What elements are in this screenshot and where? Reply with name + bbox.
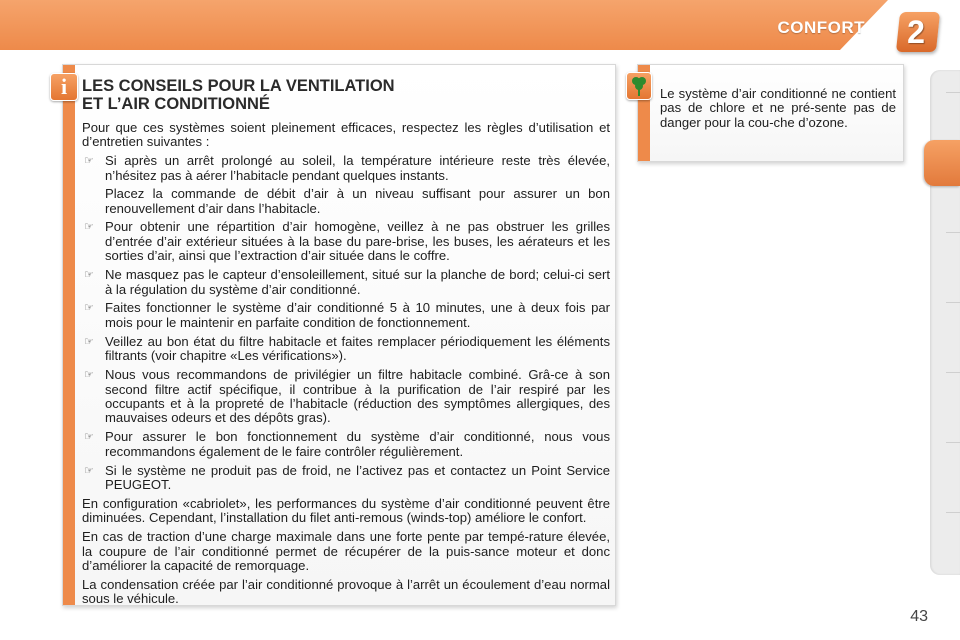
tab-divider xyxy=(946,232,960,233)
info-icon: i xyxy=(50,73,78,101)
list-item xyxy=(82,335,610,364)
intro-paragraph: Pour que ces systèmes soient pleinement efficaces, respectez les règles d’utilisation et d’entretien suivantes : xyxy=(82,120,610,150)
eco-note-text: Le système d’air conditionné ne contient pas de chlore et ne pré-sente pas de danger pour la cou-che d’ozone. xyxy=(660,86,896,130)
pointing-hand-icon: ☞ xyxy=(84,464,94,477)
page-number: 43 xyxy=(910,608,928,625)
list-item-extra: Placez la commande de débit d’air à un niveau suffisant pour assurer un bon renouvellement d’air dans l’habitacle. xyxy=(105,186,610,216)
chapter-tab-active[interactable] xyxy=(924,140,960,186)
list-item xyxy=(82,154,610,216)
panel-title-line-2: ET L’AIR CONDITIONNÉ xyxy=(82,95,270,113)
pointing-hand-icon: ☞ xyxy=(84,269,94,282)
paragraph-towing: En cas de traction d’une charge maximale dans une forte pente par tempé-rature élevée, la coupure de l’air conditionné permet de récupérer de la puis-sance moteur et donc d’améliorer la capacité de remorquage. xyxy=(82,529,610,573)
pointing-hand-icon: ☞ xyxy=(84,431,94,444)
section-title: CONFORT xyxy=(777,18,865,37)
pointing-hand-icon: ☞ xyxy=(84,335,94,348)
panel-title-line-1: LES CONSEILS POUR LA VENTILATION xyxy=(82,77,395,95)
tab-divider xyxy=(946,442,960,443)
tab-divider xyxy=(946,92,960,93)
tab-divider xyxy=(946,512,960,513)
list-item xyxy=(82,268,610,297)
pointing-hand-icon: ☞ xyxy=(84,155,94,168)
tab-divider xyxy=(946,372,960,373)
clover-icon xyxy=(626,72,652,100)
panel-title xyxy=(82,77,602,113)
list-item xyxy=(82,220,610,263)
list-item-text: Veillez au bon état du filtre habitacle et faites remplacer périodiquement les éléments filtrants (voir chapitre «Les vérifications»). xyxy=(105,333,610,364)
chapter-number: 2 xyxy=(907,14,925,50)
list-item xyxy=(82,430,610,459)
advice-content xyxy=(82,121,610,611)
list-item-text: Si après un arrêt prolongé au soleil, la température intérieure reste très élevée, n’hésitez pas à aérer l’habitacle pendant quelques instants. xyxy=(105,153,610,183)
list-item-text: Faites fonctionner le système d’air conditionné 5 à 10 minutes, une à deux fois par mois pour le maintenir en parfaite condition de fonctionnement. xyxy=(105,300,610,330)
paragraph-cabriolet: En configuration «cabriolet», les performances du système d’air conditionné peuvent être diminuées. Cependant, l’installation du filet anti-remous (winds-top) améliore le confort. xyxy=(82,495,610,526)
pointing-hand-icon: ☞ xyxy=(84,221,94,234)
list-item-text: Ne masquez pas le capteur d’ensoleillement, situé sur la planche de bord; celui-ci sert à la régulation du système d’air conditionné. xyxy=(105,267,610,297)
clover-icon-graphic xyxy=(627,73,651,99)
panel-accent-bar xyxy=(63,65,75,605)
paragraph-condensation: La condensation créée par l’air conditionné provoque à l’arrêt un écoulement d’eau normal sous le véhicule. xyxy=(82,576,610,607)
list-item-text: Pour assurer le bon fonctionnement du système d’air conditionné, nous vous recommandons également de le faire contrôler régulièrement. xyxy=(105,429,610,459)
list-item xyxy=(82,368,610,426)
pointing-hand-icon: ☞ xyxy=(84,369,94,382)
list-item-text: Nous vous recommandons de privilégier un filtre habitacle combiné. Grâ-ce à son second filtre actif spécifique, il contribue à la purification de l’air respiré par les occupants et à la propreté de l’habitacle (réduction des symptômes allergiques, des mauvaises odeurs et des dépôts gras). xyxy=(105,367,610,426)
pointing-hand-icon: ☞ xyxy=(84,302,94,315)
list-item-text: Si le système ne produit pas de froid, ne l’activez pas et contactez un Point Service PEUGEOT. xyxy=(105,462,610,492)
list-item xyxy=(82,464,610,493)
tab-divider xyxy=(946,302,960,303)
list-item-text: Pour obtenir une répartition d’air homogène, veillez à ne pas obstruer les grilles d’entrée d’air extérieur situées à la base du pare-brise, les buses, les aérateurs et les sorties d’air, ainsi que l’extraction d’air située dans le coffre. xyxy=(105,219,610,264)
list-item xyxy=(82,301,610,330)
